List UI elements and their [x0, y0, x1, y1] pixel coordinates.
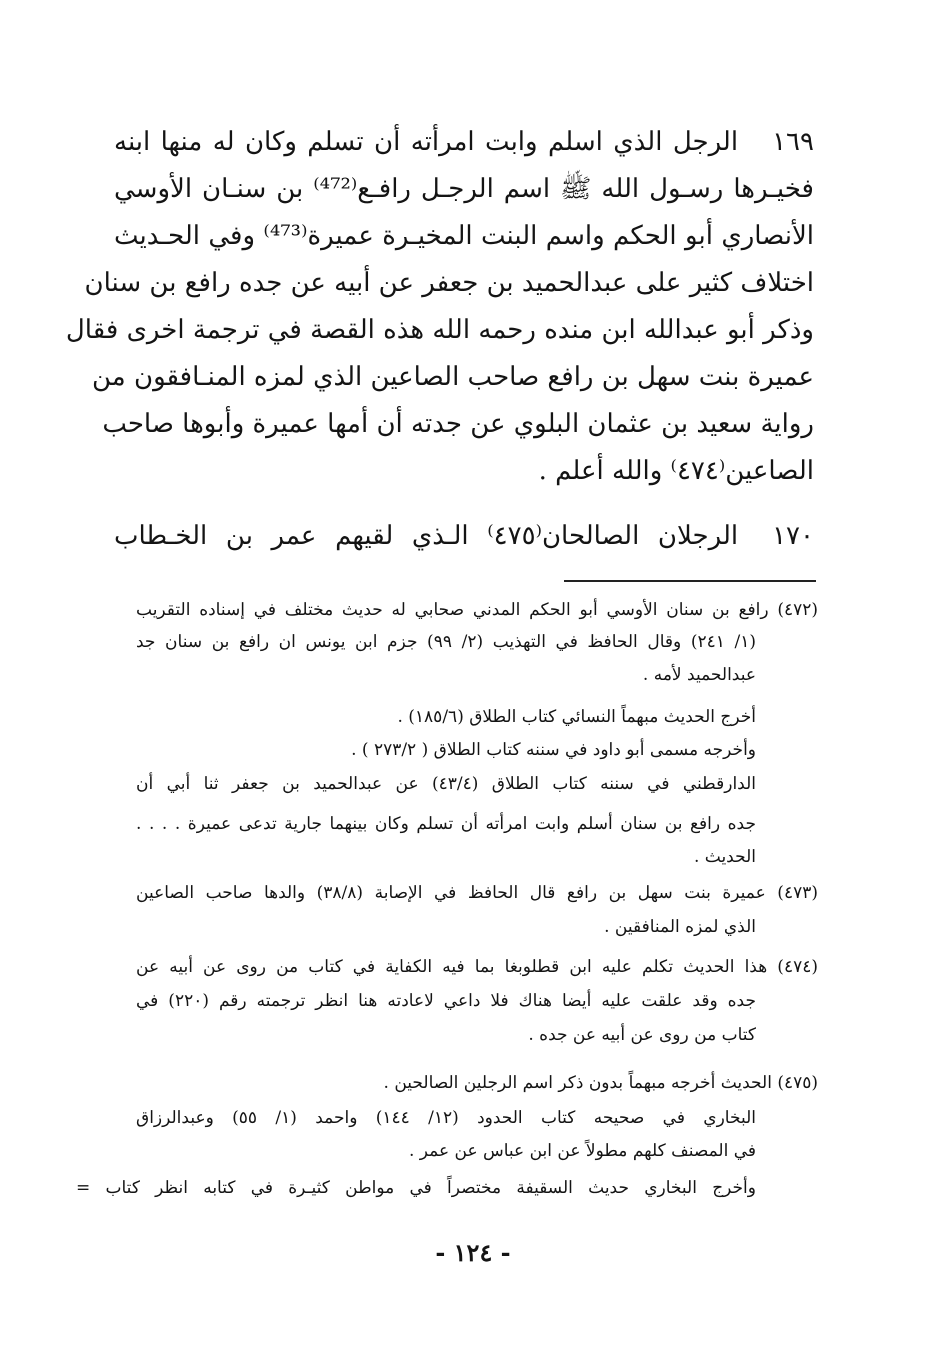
footnote-472-line-8: الحديث . — [693, 847, 756, 867]
paragraph-169-line-8: الصاعين⁽٤٧٤⁾ والله أعلم . — [538, 456, 814, 486]
footnote-472-line-2: (١/ ٢٤١) وقال الحافظ في التهذيب (٢/ ٩٩) جزم ابن يونس ان رافع بن سنان جد — [136, 632, 756, 652]
paragraph-169-line-3: الأنصاري أبو الحكم واسم البنت المخيـرة عميرة⁽⁴⁷³⁾ وفي الحـديث — [114, 221, 815, 251]
footnote-475-line-1: (٤٧٥) الحديث أخرجه مبهماً بدون ذكر اسم الرجلين الصالحين . — [383, 1073, 818, 1093]
paragraph-169-line-1 — [114, 120, 814, 164]
footnote-472-line-5: وأخرجه مسمى أبو داود في سننه كتاب الطلاق ( ٢٧٣/٢ ) . — [351, 740, 756, 760]
paragraph-169-line-7: رواية سعيد بن عثمان البلوي عن جدته أن أمها عميرة وأبوها صاحب — [102, 409, 814, 439]
footnote-472-line-3: عبدالحميد لأمه . — [642, 665, 756, 685]
paragraph-170-text-1: الرجلان الصالحان⁽٤٧٥⁾ الـذي لقيهم عمر بن الخـطاب — [114, 521, 739, 551]
footnote-separator — [564, 580, 816, 582]
footnote-472-line-4: أخرج الحديث مبهماً النسائي كتاب الطلاق (١٨٥/٦) . — [397, 707, 756, 727]
paragraph-169-text-1: الرجل الذي اسلم وابت امرأته أن تسلم وكان له منها ابنه — [114, 127, 739, 157]
footnote-472-line-6: الدارقطني في سننه كتاب الطلاق (٤٣/٤) عن عبدالحميد بن جعفر ثنا أبي أن — [136, 774, 756, 794]
footnote-474-line-1: (٤٧٤) هذا الحديث تكلم عليه ابن قطلوبغا بما فيه الكفاية في كتاب من روى عن أبيه عن — [136, 957, 818, 977]
footnote-472-line-1: (٤٧٢) رافع بن سنان الأوسي أبو الحكم المدني صحابي له حديث مختلف في إسناده التقريب — [136, 600, 818, 620]
footnote-473-line-2: الذي لمزه المنافقين . — [604, 917, 756, 937]
footnote-473-line-1: (٤٧٣) عميرة بنت سهل بن رافع قال الحافظ في الإصابة (٣٨/٨) والدها صاحب الصاعين — [136, 883, 818, 903]
page-number: - ١٢٤ - — [435, 1238, 511, 1267]
paragraph-169-line-2: فخيـرها رسـول الله ﷺ اسم الرجـل رافـع⁽⁴⁷²⁾ بن سنـان الأوسي — [114, 174, 814, 204]
paragraph-169-line-6: عميرة بنت سهل بن رافع صاحب الصاعين الذي لمزه المنـافقون من — [92, 362, 814, 392]
paragraph-number-169: ١٦٩ — [772, 127, 814, 157]
footnote-472-line-7: جده رافع بن سنان أسلم وابت امرأته أن تسلم وكان بينهما جارية تدعى عميرة . . . . — [136, 814, 756, 834]
footnote-474-line-2: جده وقد علقت عليه أيضا هناك فلا داعي لاعادته هنا انظر ترجمته رقم (٢٢٠) في — [136, 991, 756, 1011]
footnote-475-line-3: في المصنف كلهم مطولاً عن ابن عباس عن عمر . — [408, 1141, 756, 1161]
paragraph-169-line-4: اختلاف كثير على عبدالحميد بن جعفر عن أبيه عن جده رافع بن سنان — [84, 268, 814, 298]
paragraph-number-170: ١٧٠ — [772, 521, 814, 551]
footnote-474-line-3: كتاب من روى عن أبيه عن جده . — [528, 1025, 756, 1045]
footnote-475-line-2: البخاري في صحيحه كتاب الحدود (١٢/ ١٤٤) واحمد (١/ ٥٥) وعبدالرزاق — [136, 1108, 756, 1128]
paragraph-169-line-5: وذكر أبو عبدالله ابن منده رحمه الله هذه القصة في ترجمة اخرى فقال — [65, 315, 814, 345]
footnote-475-line-4: وأخرج البخاري حديث السقيفة مختصراً في مواطن كثيـرة في كتابه انظر كتاب = — [76, 1178, 756, 1198]
paragraph-170-line-1 — [114, 514, 814, 558]
